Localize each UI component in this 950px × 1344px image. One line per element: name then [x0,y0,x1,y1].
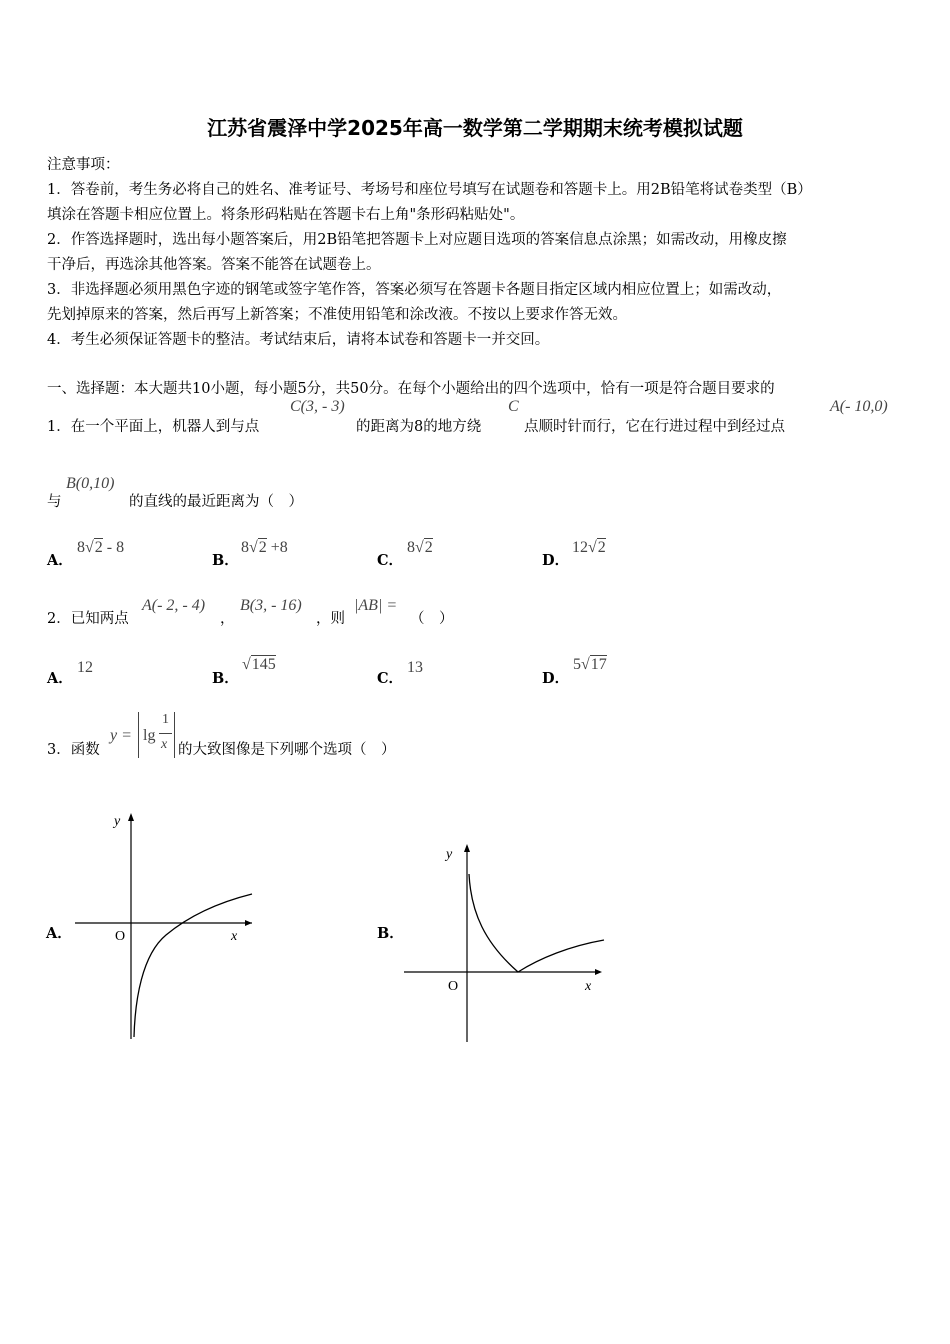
q3-text: 函数 [70,742,100,758]
q1-text: 的直线的最近距离为（ ） [129,494,303,510]
notice-line: 4．考生必须保证答题卡的整洁。考试结束后，请将本试卷和答题卡一并交回。 [47,332,550,348]
notice-line: 3．非选择题必须用黑色字迹的钢笔或签字笔作答，答案必须写在答题卡各题目指定区域内相应位置上；如需改动， [47,282,782,298]
abs-bar-right [174,712,175,758]
q3-y-equals: y = [110,727,132,744]
q1-point-c: C(3, - 3) [290,398,345,415]
q2-text: （ ） [410,611,454,627]
q2-abs-ab: |AB| = [354,597,398,614]
notice-line: 2．作答选择题时，选出每小题答案后，用2B铅笔把答题卡上对应题目选项的答案信息点涂黑；如需改动，用橡皮擦 [47,232,787,248]
x-axis-arrow [245,920,252,926]
q2-text: 已知两点 [70,611,129,627]
notice-line: 干净后，再选涂其他答案。答案不能答在试题卷上。 [47,257,381,273]
q3-option-a-label[interactable]: A． [46,925,72,942]
q3-numerator: 1 [162,712,169,727]
q1-option-d-label[interactable]: D． [542,552,570,569]
q1-option-b-label[interactable]: B． [212,552,239,569]
q1-text: 的距离为8的地方绕 [356,419,482,435]
q3-text: 的大致图像是下列哪个选项（ ） [178,742,396,758]
q3-graph-a[interactable] [70,805,260,1045]
y-axis-arrow [464,844,470,852]
page-title: 江苏省震泽中学2025年高一数学第二学期期末统考模拟试题 [207,116,743,140]
fraction-bar [159,733,172,734]
q2-text: ，则 [316,611,345,627]
q2-option-a-label[interactable]: A． [47,670,73,687]
q2-option-b-label[interactable]: B． [212,670,239,687]
q2-option-d-value[interactable]: 5√17 [573,656,607,673]
q1-text: 在一个平面上，机器人到与点 [70,419,260,435]
curve [134,894,252,1037]
q1-point-a: A(- 10,0) [830,398,888,415]
q2-option-d-label[interactable]: D． [542,670,570,687]
q1-option-d-value[interactable]: 12√2 [572,539,606,556]
notice-line: 1．答卷前，考生务必将自己的姓名、准考证号、考场号和座位号填写在试题卷和答题卡上。用2B铅笔将试卷类型（B） [47,182,812,198]
q2-number: 2． [47,611,71,627]
q2-option-a-value[interactable]: 12 [77,659,93,676]
q2-option-c-value[interactable]: 13 [407,659,423,676]
origin-label: O [448,979,459,994]
q3-denominator: x [161,737,168,752]
q3-number: 3． [47,742,71,758]
x-axis-arrow [595,969,602,975]
q1-option-b-value[interactable]: 8√2 +8 [241,539,288,556]
x-label: x [585,979,592,994]
notice-heading: 注意事项： [47,157,120,173]
q1-option-c-value[interactable]: 8√2 [407,539,433,556]
q1-text: 点顺时针而行，它在行进过程中到经过点 [524,419,785,435]
curve [469,874,604,972]
q1-text: 与 [47,494,62,510]
q1-option-a-label[interactable]: A． [47,552,73,569]
q1-point-b: B(0,10) [66,475,115,492]
q2-option-b-value[interactable]: √145 [242,656,276,673]
x-label: x [231,929,238,944]
notice-line: 先划掉原来的答案，然后再写上新答案；不准使用铅笔和涂改液。不按以上要求作答无效。 [47,307,627,323]
q1-letter-c: C [508,398,519,415]
q2-point-a: A(- 2, - 4) [142,597,206,614]
section-heading: 一、选择题：本大题共10小题，每小题5分，共50分。在每个小题给出的四个选项中，恰有一项是符合题目要求的 [47,381,775,397]
q2-option-c-label[interactable]: C． [377,670,404,687]
q2-point-b: B(3, - 16) [240,597,302,614]
q3-graph-b[interactable] [400,838,610,1048]
y-label: y [114,814,121,829]
q2-comma: ， [220,611,235,627]
origin-label: O [115,929,126,944]
notice-line: 填涂在答题卡相应位置上。将条形码粘贴在答题卡右上角"条形码粘贴处"。 [47,207,525,223]
q1-option-c-label[interactable]: C． [377,552,404,569]
y-label: y [446,847,453,862]
q3-lg: lg [143,727,156,744]
y-axis-arrow [128,813,134,821]
q3-option-b-label[interactable]: B． [377,925,404,942]
abs-bar-left [138,712,139,758]
q1-number: 1． [47,419,71,435]
q1-option-a-value[interactable]: 8√2 - 8 [77,539,125,556]
